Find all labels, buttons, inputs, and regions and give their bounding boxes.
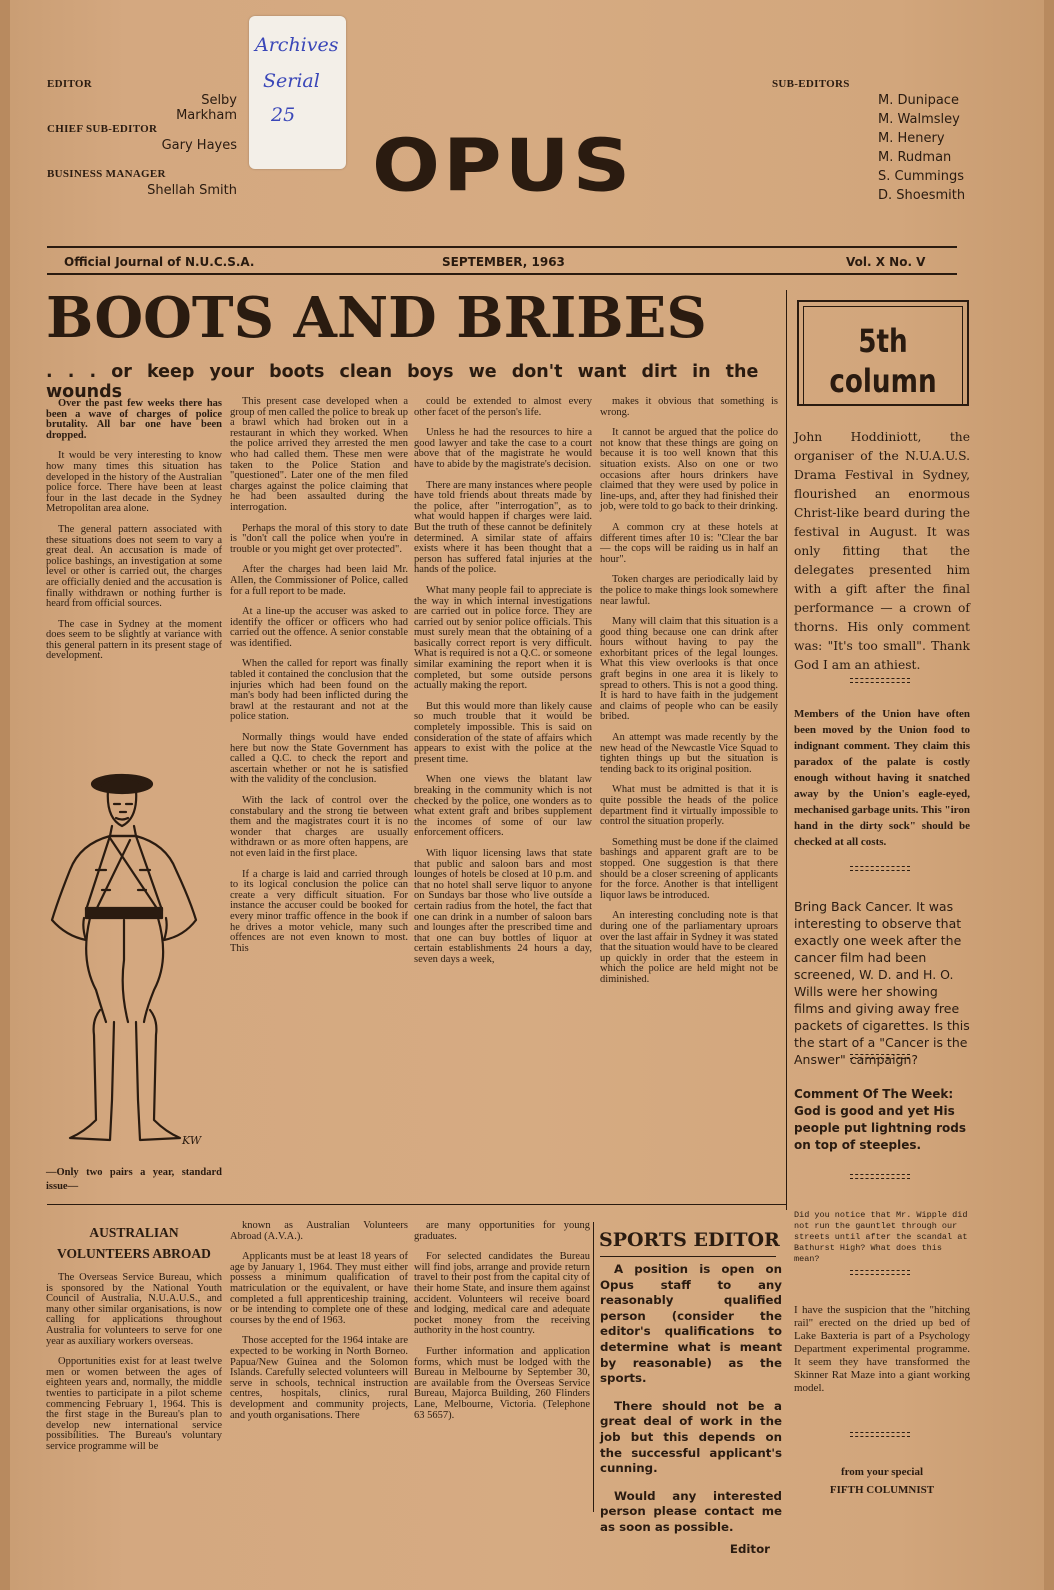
separator — [850, 1054, 910, 1059]
article-paragraph: This present case developed when a group of men called the police to break up a brawl which had broken out in a restaurant in which they worked. When the police arrived they arrested the men who had called them. These men were taken to the Police Station and "questioned". Later one of the men filed charges against the police claiming that he had been assaulted during the interrogation. — [230, 396, 408, 513]
business-manager-label: BUSINESS MANAGER — [47, 168, 166, 180]
separator — [850, 678, 910, 683]
fifth-column-title-box — [797, 300, 969, 406]
article-paragraph: But this would more than likely cause so much trouble that it would be completely impossible. This is said on consideration of the state of affairs which appears to exist with the police at the present time. — [414, 700, 592, 765]
separator — [850, 1270, 910, 1275]
volume-number: Vol. X No. V — [846, 255, 926, 269]
fifth-column-item-2: Members of the Union have often been moved by the Union food to indignant comment. They claim this paradox of the palate is costly enough without having it snatched away by the Union's eagle-eyed, mechanised garbage units. This "iron hand in the dirty sock" should be checked at all costs. — [794, 708, 970, 848]
article-paragraph: Perhaps the moral of this story to date is "don't call the police when you're in trouble or you might get over protected". — [230, 522, 408, 555]
article-paragraph: With the lack of control over the constabulary and the strong tie between them and the magistrates court it is no wonder that charges are usually withdrawn or as more often happens, are not even laid in the first place. — [230, 795, 408, 859]
sub-editor-name: D. Shoesmith — [878, 188, 966, 203]
article-paragraph: When one views the blatant law breaking in the community which is not checked by the police, one wonders as to what extent graft and bribes supplement the incomes of some of our law enforcement officers. — [414, 774, 592, 839]
infobar-bottom-rule — [47, 273, 957, 275]
volunteers-paragraph: Those accepted for the 1964 intake are expected to be working in North Borneo. Papua/New Guinea and the Solomon Islands. Carefully selected volunteers will serve in schools, technical instruction centres, hospitals, clinics, rural development and community projects, and youth organisations. There — [230, 1335, 408, 1421]
article-column-3 — [414, 397, 592, 976]
volunteers-paragraph: Opportunities exist for at least twelve men or women between the ages of eighteen years and, normally, the middle twenties to participate in a pilot scheme commencing February 1, 1964. This is the first stage in the Bureau's plan to develop new international service possibilities. The Bureau's voluntary service programme will be — [46, 1356, 222, 1452]
fifth-column-item-6: I have the suspicion that the "hitching rail" erected on the dried up bed of Lake Baxteria is part of a Psychology Department experimental programme. It seem they have transformed the Skinner Rat Maze into a giant working model. — [794, 1304, 970, 1394]
article-paragraph: An interesting concluding note is that during one of the parliamentary uproars over the last affair in Sydney it was stated that the situation would have to be cleared up quickly in order that the esteem in which the police are held might not be diminished. — [600, 910, 778, 985]
sports-title-rule — [600, 1256, 776, 1257]
article-paragraph: Normally things would have ended here but now the State Government has called a Q.C. to check the report and ascertain whether or not he is satisfied with the validity of the conclusion. — [230, 732, 408, 786]
fifth-column-item-4: Comment Of The Week: God is good and yet His people put lightning rods on top of steeples. — [794, 1087, 966, 1152]
fifth-column-item-1: John Hoddiniott, the organiser of the N.U.A.U.S. Drama Festival in Sydney, flourished an enormous Christ-like beard during the festival in August. It was only fitting that the delegates presented him with a gift after the final performance — a crown of thorns. His only comment was: "It's too small". Thank God I am an athiest. — [794, 430, 970, 672]
article-paragraph: could be extended to almost every other facet of the person's life. — [414, 396, 592, 418]
article-paragraph: After the charges had been laid Mr. Allen, the Commissioner of Police, called for a full report to be made. — [230, 564, 408, 597]
sub-editor-name: M. Rudman — [878, 150, 952, 165]
article-paragraph: Unless he had the resources to hire a good lawyer and take the case to a court above that of the magistrate he would have to abide by the magistrate's decision. — [414, 427, 592, 470]
archive-note-line-1: Archives — [255, 34, 339, 56]
volunteers-heading — [46, 1222, 222, 1264]
sub-editors-list — [878, 91, 965, 205]
masthead-title: OPUS — [372, 123, 634, 208]
sports-paragraph-3: Would any interested person please contact me as soon as possible. — [600, 1488, 782, 1534]
fifth-column-title-bottom: column — [829, 362, 937, 400]
article-paragraph: The general pattern associated with these situations does not seem to vary a great deal. An accusation is made of police bashings, an investigation at some level or other is carried out, the charges are officially denied and the accusation is finally withdrawn or nothing further is heard from official sources. — [46, 523, 222, 610]
sub-editors-label: SUB-EDITORS — [772, 78, 850, 90]
volunteers-column-3 — [414, 1221, 590, 1431]
main-headline: BOOTS AND BRIBES — [46, 285, 707, 351]
fifth-column-signoff-2: FIFTH COLUMNIST — [829, 1484, 935, 1496]
sub-editor-name: M. Henery — [878, 131, 945, 146]
separator — [850, 1432, 910, 1437]
volunteers-title-1: AUSTRALIAN — [89, 1225, 179, 1240]
article-paragraph: When the called for report was finally tabled it contained the conclusion that the injuries which had been found on the man's body had been inflicted during the brawl at the restaurant and not at the police station. — [230, 658, 408, 723]
fifth-column-title-inner — [803, 306, 963, 404]
article-paragraph: makes it obvious that something is wrong. — [600, 396, 778, 418]
article-paragraph: At a line-up the accuser was asked to identify the officer or officers who had carried out the offence. A senior constable was identified. — [230, 606, 408, 649]
fifth-column-divider — [786, 290, 787, 1210]
volunteers-column-1 — [46, 1273, 222, 1463]
sports-paragraph-1: A position is open on Opus staff to any reasonably qualified person (consider the editor's qualifications to determine what is meant by reasonable) as the sports. — [600, 1262, 782, 1386]
article-paragraph: Token charges are periodically laid by the police to make things look somewhere near lawful. — [600, 574, 778, 607]
volunteers-column-2 — [230, 1221, 408, 1431]
article-paragraph: If a charge is laid and carried through to its logical conclusion the police can create a very difficult situation. For instance the accuser could be booked for every minor traffic offence in the book if he drives a motor vehicle, many such offences are not even known to most. This — [230, 868, 408, 954]
article-paragraph: It cannot be argued that the police do not know that these things are going on because it is too well known that this situation exists. Also on one or two occasions after hours drinkers have claimed that they were used by police in line-ups, and, after they had finished their job, were told to go back to their drinking. — [600, 427, 778, 513]
article-paragraph: Something must be done if the claimed bashings and apparent graft are to be stopped. One suggestion is that there should be a closer screening of applicants for the force. Another is that intelligent liquor laws be introduced. — [600, 836, 778, 901]
editor-label: EDITOR — [47, 78, 92, 90]
sports-paragraph-2: There should not be a great deal of work in the job but this depends on the successful applicant's cunning. — [600, 1398, 782, 1476]
volunteers-paragraph: Further information and application forms, which must be lodged with the Bureau in Melbourne by September 30, are available from the Overseas Service Bureau, Majorca Building, 260 Flinders Lane, Melbourne, Victoria. (Telephone 63 5657). — [414, 1345, 590, 1421]
article-bottom-rule — [47, 1204, 787, 1205]
sub-editor-name: M. Dunipace — [878, 93, 959, 108]
volunteers-paragraph: known as Australian Volunteers Abroad (A.V.A.). — [230, 1220, 408, 1242]
sports-signature: Editor — [729, 1541, 770, 1556]
volunteers-paragraph: For selected candidates the Bureau will find jobs, arrange and provide return travel to their post from the capital city of their home State, and insure them against accident. Volunteers wil receive board and lodging, medical care and adequate pocket money from the receiving authority in the host country. — [414, 1251, 590, 1337]
article-column-4 — [600, 397, 778, 996]
sports-editor-box — [593, 1222, 782, 1556]
article-paragraph: An attempt was made recently by the new head of the Newcastle Vice Squad to tighten things up but the situation is tending back to its original position. — [600, 732, 778, 775]
article-paragraph: The case in Sydney at the moment does seem to be slightly at variance with this general pattern in its present stage of development. — [46, 618, 222, 662]
article-paragraph: A common cry at these hotels at different times after 10 is: "Clear the bar — the cops will be raiding us in half an hour". — [600, 521, 778, 565]
fifth-column-title-top: 5th — [858, 322, 908, 360]
article-paragraph: With liquor licensing laws that state that public and saloon bars and most lounges of hotels be closed at 10 p.m. and that no hotel shall serve liquor to anyone on Sundays bar those who live outside a certain radius from the hotel, the fact that one can drink in a number of saloon bars and lounges after the prescribed time and that one can buy bottles of liquor at certain establishments 24 hours a day, seven days a week, — [414, 847, 592, 965]
infobar-top-rule — [47, 246, 957, 248]
article-paragraph: Many will claim that this situation is a good thing because one can drink after hours without having to pay the exhorbitant prices of the legal lounges. What this view overlooks is that once graft begins in one area it is likely to spread to others. This is not a good thing. It is hard to have faith in the judgement and claims of people who can be easily bribed. — [600, 616, 778, 723]
police-officer-cartoon — [40, 760, 210, 1160]
editor-name: Selby Markham — [176, 93, 237, 123]
archive-note-line-2: Serial — [263, 70, 320, 92]
volunteers-title-2: VOLUNTEERS ABROAD — [57, 1246, 211, 1261]
chief-sub-editor-label: CHIEF SUB-EDITOR — [47, 123, 158, 135]
fifth-column-signoff-1: from your special — [840, 1466, 924, 1478]
issue-date: SEPTEMBER, 1963 — [442, 255, 565, 269]
cartoon-caption: —Only two pairs a year, standard issue— — [46, 1167, 222, 1192]
separator — [850, 866, 910, 871]
volunteers-paragraph: are many opportunities for young graduates. — [414, 1220, 590, 1242]
cartoon-signature: KW — [182, 1134, 202, 1147]
article-paragraph: There are many instances where people have told friends about threats made by the police, after "interrogation", as to what would happen if charges were laid. But the truth of these cannot be definitely determined. A similar state of affairs exists where it has been thought that a person has suffered fatal injuries at the hands of the police. — [414, 479, 592, 576]
article-column-2 — [230, 397, 408, 964]
journal-name: Official Journal of N.U.C.S.A. — [64, 255, 255, 269]
article-paragraph: What must be admitted is that it is quite possible the heads of the police department find it virtually impossible to control the situation properly. — [600, 784, 778, 828]
article-paragraph: What many people fail to appreciate is the way in which internal investigations are carried out in police force. They are carried out by senior police officials. This must surely mean that the obtaining of a basically correct report is very difficult. What is required is not a Q.C. or someone similar examining the report when it is completed, but some outside persons actually making the report. — [414, 584, 592, 692]
article-column-1 — [46, 399, 222, 672]
chief-sub-editor-name: Gary Hayes — [161, 138, 237, 153]
page-edge-left — [0, 0, 10, 1590]
archive-note-line-3: 25 — [271, 104, 296, 126]
fifth-column-item-3: Bring Back Cancer. It was interesting to observe that exactly one week after the cancer film had been screened, W. D. and H. O. Wills were her showing films and giving away free packets of cigarettes. Is this the start of a "Cancer is the Answer" campaign? — [794, 899, 970, 1067]
sub-editor-name: S. Cummings — [878, 169, 965, 184]
separator — [850, 1174, 910, 1179]
fifth-column-item-5: Did you notice that Mr. Wipple did not run the gauntlet through our streets until after the scandal at Bathurst High? What does this mean? — [794, 1210, 968, 1264]
sub-editor-name: M. Walmsley — [878, 112, 960, 127]
archive-sticker — [249, 16, 346, 169]
page-edge-right — [1044, 0, 1054, 1590]
main-subhead: . . . or keep your boots clean boys we don't want dirt in the wounds — [46, 362, 759, 402]
volunteers-paragraph: The Overseas Service Bureau, which is sponsored by the National Youth Council of Australia, N.U.A.U.S., and many other similar organisations, is now calling for applications throughout Australia for volunteers to serve for one year as auxiliary workers overseas. — [46, 1272, 222, 1347]
volunteers-paragraph: Applicants must be at least 18 years of age by January 1, 1964. They must either possess a minimum qualification of matriculation or the equivalent, or have completed a full apprenticeship training, or be intending to complete one of these courses by the end of 1963. — [230, 1251, 408, 1326]
article-paragraph: It would be very interesting to know how many times this situation has developed in the history of the Australian police force. There have been at least four in the last decade in the Sydney Metropolitan area alone. — [46, 450, 222, 515]
article-paragraph: Over the past few weeks there has been a wave of charges of police brutality. All bar one have been dropped. — [46, 398, 222, 441]
sports-editor-title: SPORTS EDITOR — [599, 1229, 780, 1251]
business-manager-name: Shellah Smith — [147, 183, 237, 198]
